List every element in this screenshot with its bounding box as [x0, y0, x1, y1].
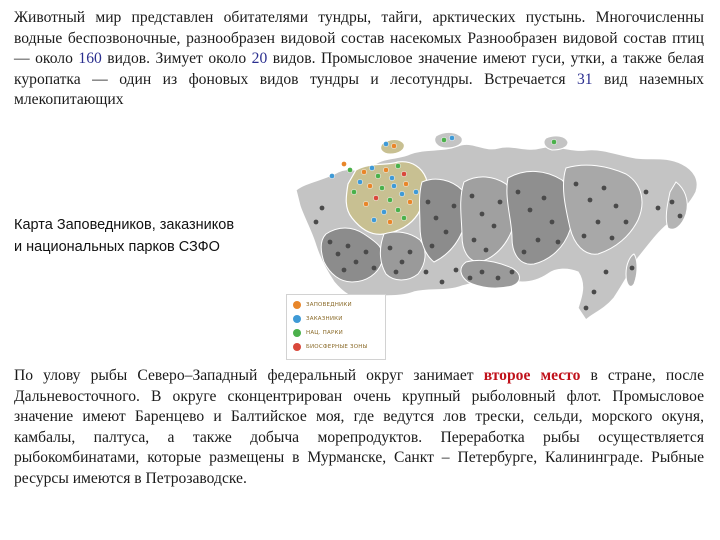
reserve-marker — [364, 250, 369, 255]
reserve-marker — [413, 189, 418, 194]
reserve-marker — [394, 270, 399, 275]
legend-label: ЗАКАЗНИКИ — [306, 316, 343, 322]
reserve-marker — [395, 163, 400, 168]
reserve-marker — [496, 276, 501, 281]
mammal-species-count: 31 — [577, 70, 593, 88]
map-caption-line-2: и национальных парков СЗФО — [14, 238, 220, 255]
reserve-marker — [516, 190, 521, 195]
reserve-marker — [472, 238, 477, 243]
reserve-marker — [336, 252, 341, 257]
sanctuaries-dot-icon — [293, 315, 301, 323]
reserve-marker — [389, 175, 394, 180]
reserve-marker — [551, 139, 556, 144]
reserve-marker — [346, 244, 351, 249]
second-place-highlight: второе место — [483, 367, 581, 384]
russia-regions — [296, 132, 697, 320]
fishing-text-1: По улову рыбы Северо–Западный федеральный округ занимает — [14, 367, 484, 384]
fauna-paragraph — [14, 8, 704, 111]
reserve-marker — [536, 238, 541, 243]
national-parks-dot-icon — [293, 329, 301, 337]
reserve-marker — [602, 186, 607, 191]
reserve-marker — [556, 240, 561, 245]
reserve-marker — [387, 219, 392, 224]
legend-label: НАЦ. ПАРКИ — [306, 330, 343, 336]
reserve-marker — [347, 167, 352, 172]
reserve-marker — [395, 207, 400, 212]
legend-label: ЗАПОВЕДНИКИ — [306, 302, 352, 308]
reserve-marker — [670, 200, 675, 205]
fauna-text-4: вид наземных млекопитающих — [14, 70, 704, 109]
reserve-marker — [644, 190, 649, 195]
reserve-marker — [408, 250, 413, 255]
reserve-marker — [399, 191, 404, 196]
reserve-marker — [400, 260, 405, 265]
reserve-marker — [440, 280, 445, 285]
reserve-marker — [582, 234, 587, 239]
reserve-marker — [387, 197, 392, 202]
reserve-marker — [401, 215, 406, 220]
reserve-marker — [528, 208, 533, 213]
reserve-marker — [403, 181, 408, 186]
legend-item-sanctuaries — [293, 314, 383, 326]
reserve-marker — [492, 224, 497, 229]
reserve-marker — [367, 183, 372, 188]
legend-item-reserves — [293, 300, 383, 312]
arctic-island-2 — [435, 132, 463, 148]
reserve-marker — [678, 214, 683, 219]
reserve-marker — [379, 185, 384, 190]
fauna-text-3: видов. Промысловое значение имеют гуси, утки, а также белая куропатка — один из фоновых видов тундры и лесотундры. Встречается — [14, 50, 704, 88]
map-legend — [286, 294, 386, 360]
reserve-marker — [444, 230, 449, 235]
reserve-marker — [592, 290, 597, 295]
fishing-paragraph — [14, 366, 704, 490]
reserve-marker — [434, 216, 439, 221]
reserve-marker — [550, 220, 555, 225]
reserve-marker — [449, 135, 454, 140]
reserve-marker — [351, 189, 356, 194]
reserve-marker — [383, 167, 388, 172]
legend-item-biosphere — [293, 342, 383, 354]
fauna-text-1: Животный мир представлен обитателями тундры, тайги, арктических пустынь. Многочисленны водные беспозвоночные, разнообразен видовой состав насекомых Разнообразен видовой состав птиц — около — [14, 9, 704, 68]
reserve-marker — [401, 171, 406, 176]
reserve-marker — [614, 204, 619, 209]
reserve-marker — [470, 194, 475, 199]
fauna-text-2: видов. Зимует около — [101, 50, 252, 68]
legend-item-national-parks — [293, 328, 383, 340]
volga-region — [380, 232, 425, 280]
map-caption — [14, 215, 284, 258]
reserve-marker — [588, 198, 593, 203]
reserve-marker — [452, 204, 457, 209]
legend-label: БИОСФЕРНЫЕ ЗОНЫ — [306, 344, 368, 350]
reserve-marker — [314, 220, 319, 225]
reserve-marker — [522, 250, 527, 255]
reserve-marker — [498, 200, 503, 205]
reserve-marker — [372, 266, 377, 271]
reserve-marker — [584, 306, 589, 311]
reserve-marker — [624, 220, 629, 225]
wintering-species-count: 20 — [251, 50, 268, 68]
reserve-marker — [357, 179, 362, 184]
reserve-marker — [480, 270, 485, 275]
reserve-marker — [430, 244, 435, 249]
reserve-marker — [371, 217, 376, 222]
reserve-marker — [574, 182, 579, 187]
reserve-marker — [369, 165, 374, 170]
biosphere-dot-icon — [293, 343, 301, 351]
reserve-marker — [542, 196, 547, 201]
reserve-marker — [510, 270, 515, 275]
reserve-marker — [383, 141, 388, 146]
reserve-marker — [381, 209, 386, 214]
reserve-marker — [454, 268, 459, 273]
reserve-marker — [630, 266, 635, 271]
reserve-marker — [656, 206, 661, 211]
reserve-marker — [480, 212, 485, 217]
reserve-marker — [320, 206, 325, 211]
reserve-marker — [328, 240, 333, 245]
reserve-marker — [375, 173, 380, 178]
map-caption-line-1: Карта Заповедников, заказников — [14, 217, 235, 233]
reserve-marker — [610, 236, 615, 241]
reserve-marker — [361, 169, 366, 174]
fishing-text-2: в стране, после Дальневосточного. В округе сконцентрирован очень крупный рыболовный флот. Промысловое значение имеют Баренцево и Балтийское моя, где ведутся лов трески, сельди, морского окуня, камбалы, палтуса, а также добыча морепродуктов. Переработка рыбы осуществляется рыбокомбинатами, которые размещены в Мурманске, Санкт – Петербурге, Калининграде. Рыбные ресурсы имеются в Петрозаводске. — [14, 367, 704, 487]
reserve-marker — [391, 183, 396, 188]
reserve-marker — [441, 137, 446, 142]
reserve-marker — [363, 201, 368, 206]
reserve-marker — [596, 220, 601, 225]
reserve-marker — [373, 195, 378, 200]
reserve-marker — [329, 173, 334, 178]
reserve-marker — [426, 200, 431, 205]
reserve-marker — [468, 276, 473, 281]
reserve-marker — [424, 270, 429, 275]
reserve-marker — [341, 161, 346, 166]
reserve-marker — [604, 270, 609, 275]
reserve-marker — [342, 268, 347, 273]
reserve-marker — [388, 246, 393, 251]
reserve-marker — [354, 260, 359, 265]
reserve-marker — [484, 248, 489, 253]
reserve-marker — [407, 199, 412, 204]
reserve-marker — [391, 143, 396, 148]
reserves-dot-icon — [293, 301, 301, 309]
bird-species-count: 160 — [78, 50, 102, 68]
